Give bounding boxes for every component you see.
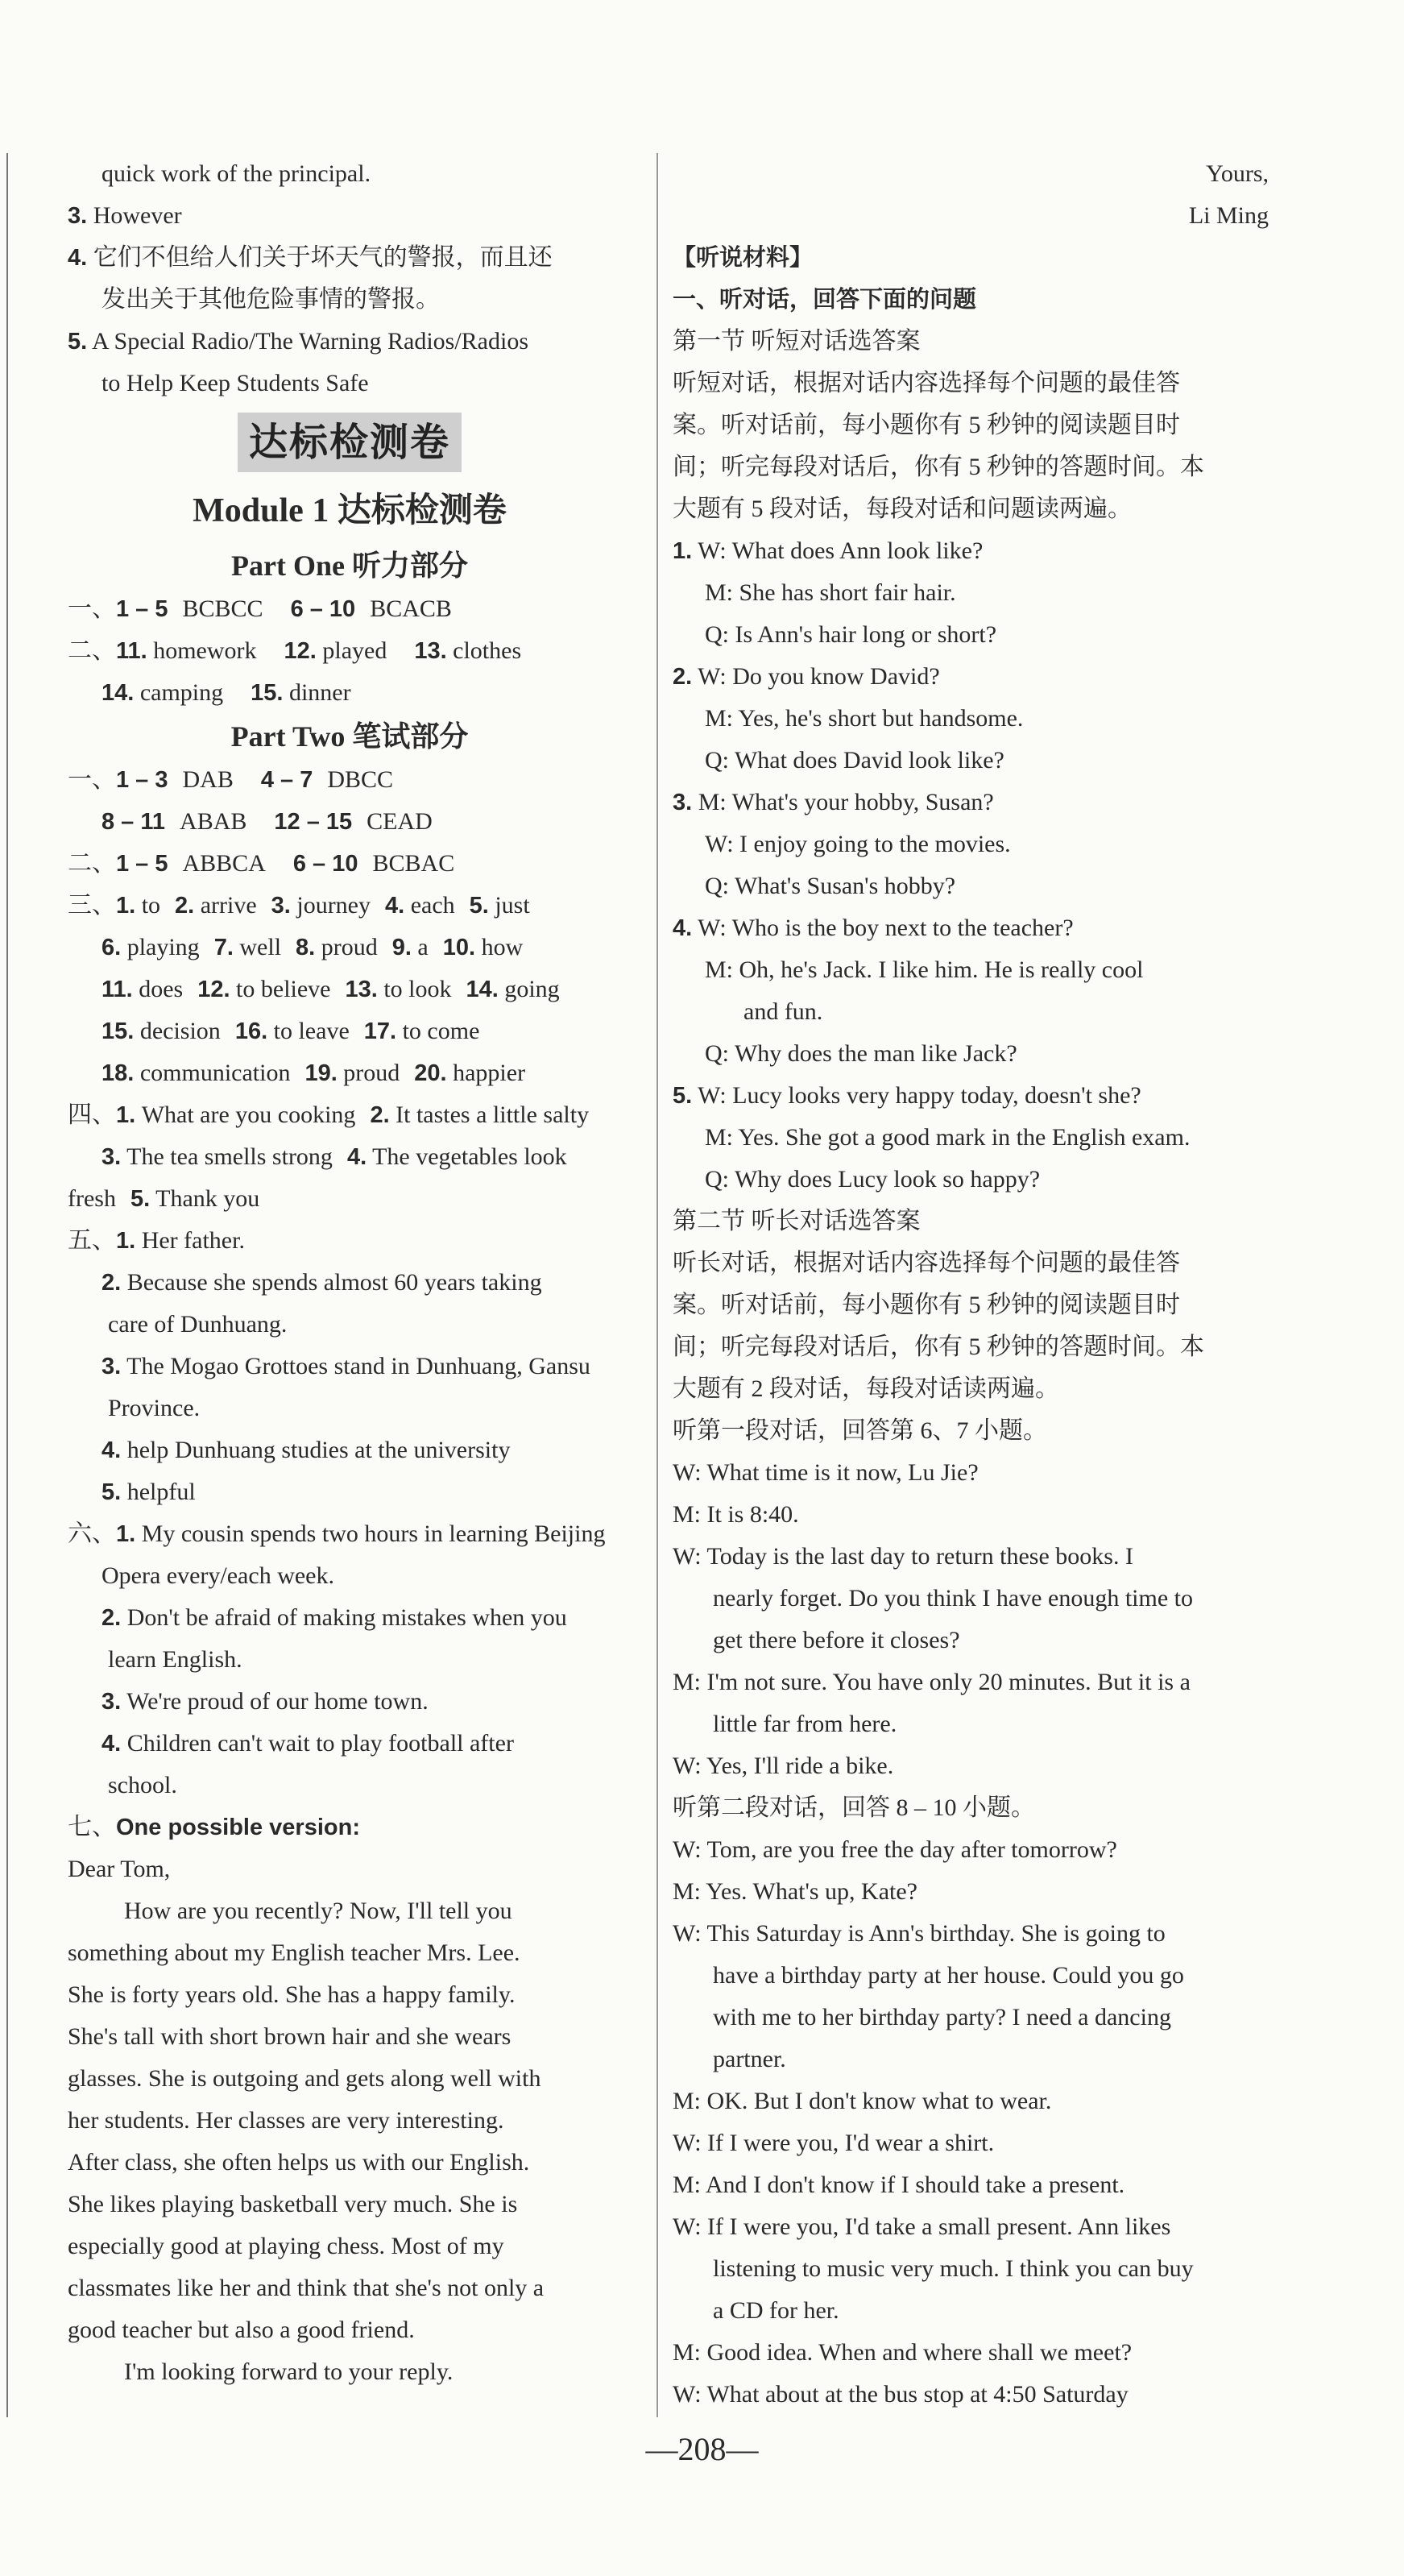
dialog-line: M: Oh, he's Jack. I like him. He is really cool (705, 956, 1144, 983)
answer-text: 它们不但给人们关于坏天气的警报，而且还 (93, 244, 553, 271)
answer-text: Because she spends almost 60 years taking (126, 1269, 542, 1296)
banner-wrap (68, 413, 632, 472)
dialog-line: W: Today is the last day to return these books. I (673, 1543, 1133, 1570)
item-number: 4. (101, 1731, 122, 1757)
item-number: 12. (284, 638, 317, 664)
answer-text-cont: school. (108, 1772, 177, 1798)
answer-row (68, 969, 632, 1010)
conversation-title: 听第二段对话，回答 8 – 10 小题。 (673, 1794, 1035, 1821)
item-number: 2. (101, 1605, 122, 1631)
answer-text: My cousin spends two hours in learning Beijing (141, 1520, 606, 1547)
part-two-title: Part Two 笔试部分 (230, 720, 469, 753)
letter-signature: Li Ming (1188, 202, 1269, 229)
answer-row (68, 1346, 632, 1388)
answer-text: helpful (126, 1479, 196, 1505)
answer-row (68, 759, 632, 801)
letter-line: her students. Her classes are very interesting. (68, 2107, 504, 2134)
item-number: 3. (271, 893, 291, 919)
answer-text: proud (343, 1060, 400, 1086)
section-label: 一、 (68, 595, 116, 622)
dialog-text: M: What's your hobby, Susan? (698, 789, 994, 815)
answer-text: The tea smells strong (126, 1143, 333, 1170)
item-number: 2. (370, 1102, 390, 1128)
dialog-line: W: Yes, I'll ride a bike. (673, 1753, 894, 1779)
answer-text: We're proud of our home town. (126, 1688, 429, 1715)
dialog-line: and fun. (743, 998, 823, 1025)
dialog-line: get there before it closes? (713, 1627, 960, 1653)
item-number: 14. (466, 977, 499, 1002)
module-title: Module 1 达标检测卷 (193, 492, 507, 529)
item-number: 5. (130, 1186, 151, 1212)
answer-text: well (239, 934, 282, 960)
item-number: 6. (101, 935, 122, 960)
dialog-line: W: If I were you, I'd wear a shirt. (673, 2130, 995, 2156)
answer-text: BCBAC (372, 850, 455, 877)
dialog-line: Q: Why does the man like Jack? (705, 1040, 1017, 1067)
letter-line: She is forty years old. She has a happy family. (68, 1981, 516, 2008)
answer-text: to leave (273, 1018, 350, 1044)
instruction-line: 案。听对话前，每小题你有 5 秒钟的阅读题目时 (673, 412, 1180, 438)
answer-text: does (139, 976, 184, 1002)
answer-text: Her father. (141, 1227, 245, 1254)
letter-line: How are you recently? Now, I'll tell you (124, 1898, 512, 1924)
item-number: 19. (304, 1060, 338, 1086)
dialog-line: listening to music very much. I think you can buy (713, 2255, 1194, 2282)
answer-text-cont: to Help Keep Students Safe (101, 370, 369, 396)
section-label: 四、 (68, 1101, 116, 1128)
answer-text: A Special Radio/The Warning Radios/Radios (92, 328, 529, 355)
answer-text: to come (402, 1018, 480, 1044)
dialog-line: nearly forget. Do you think I have enough time to (713, 1585, 1193, 1612)
dialog-line (673, 907, 1293, 949)
answer-row (68, 1262, 632, 1304)
answer-row (68, 1681, 632, 1723)
answer-row (68, 588, 632, 630)
item-number: 5. (673, 1083, 693, 1109)
dialog-line: partner. (713, 2046, 786, 2072)
item-number: 1. (116, 1102, 136, 1128)
answer-text: to look (383, 976, 452, 1002)
answer-text: The Mogao Grottoes stand in Dunhuang, Gansu (126, 1353, 590, 1379)
item-number: 17. (363, 1018, 397, 1044)
item-number: 5. (68, 329, 88, 355)
item-number: 3. (101, 1354, 122, 1379)
answer-text: how (481, 934, 524, 960)
item-number: 1. (116, 1228, 136, 1254)
answer-text: fresh (68, 1185, 116, 1212)
item-number: 13. (414, 638, 447, 664)
section-label: 二、 (68, 637, 116, 664)
dialog-line: M: Yes. What's up, Kate? (673, 1878, 917, 1905)
answer-row (68, 1513, 632, 1555)
item-number: 1. (116, 893, 136, 919)
dialog-line: Q: What does David look like? (705, 747, 1004, 774)
section-label: 三、 (68, 892, 116, 919)
item-range: 1 – 5 (116, 596, 168, 622)
answer-text: It tastes a little salty (396, 1101, 590, 1128)
item-number: 3. (673, 790, 693, 815)
instruction-line: 大题有 5 段对话，每段对话和问题读两遍。 (673, 496, 1132, 522)
answer-row (68, 927, 632, 969)
section-label: 一、 (68, 766, 116, 793)
dialog-line: W: Tom, are you free the day after tomorrow? (673, 1836, 1117, 1863)
answer-row (68, 885, 632, 927)
answer-row (68, 843, 632, 885)
item-number: 5. (469, 893, 489, 919)
item-range: 4 – 7 (260, 767, 313, 793)
answer-text: proud (321, 934, 378, 960)
answer-row (68, 1429, 632, 1471)
answer-text: playing (126, 934, 200, 960)
item-number: 4. (101, 1437, 122, 1463)
dialog-text: W: What does Ann look like? (698, 537, 984, 564)
dialog-line: M: I'm not sure. You have only 20 minutes. But it is a (673, 1669, 1191, 1695)
dialog-text: W: Lucy looks very happy today, doesn't she? (698, 1082, 1141, 1109)
answer-text: decision (139, 1018, 221, 1044)
answer-row (68, 1723, 632, 1765)
answer-text: camping (139, 679, 224, 706)
item-number: 1. (116, 1521, 136, 1547)
left-column (68, 153, 632, 2393)
answer-text: going (504, 976, 560, 1002)
conversation-title: 听第一段对话，回答第 6、7 小题。 (673, 1417, 1047, 1444)
item-number: 4. (68, 245, 88, 271)
item-number: 2. (175, 893, 195, 919)
letter-line: especially good at playing chess. Most of my (68, 2233, 504, 2259)
item-number: 12. (197, 977, 230, 1002)
section-label: 五、 (68, 1227, 116, 1254)
item-number: 15. (101, 1018, 135, 1044)
section-label: 七、 (68, 1814, 116, 1840)
answer-text-cont: Opera every/each week. (101, 1562, 334, 1589)
dialog-line (673, 1075, 1293, 1117)
answer-text: help Dunhuang studies at the university (126, 1437, 511, 1463)
item-number: 11. (101, 977, 133, 1002)
item-number: 20. (414, 1060, 447, 1086)
dialog-line (673, 530, 1293, 572)
section-title: 一、听对话，回答下面的问题 (673, 287, 977, 313)
dialog-text: W: Do you know David? (698, 663, 940, 690)
text-line: quick work of the principal. (101, 160, 371, 187)
item-number: 3. (101, 1144, 122, 1170)
dialog-line: M: OK. But I don't know what to wear. (673, 2088, 1052, 2114)
answer-row (68, 1220, 632, 1262)
answer-row (68, 672, 632, 714)
left-margin-rule (6, 153, 8, 2417)
letter-line: After class, she often helps us with our English. (68, 2149, 530, 2176)
answer-text: each (410, 892, 455, 919)
answer-text-cont: Province. (108, 1395, 201, 1421)
answer-text-cont: learn English. (108, 1646, 242, 1673)
dialog-line: M: She has short fair hair. (705, 579, 956, 606)
dialog-line: Q: What's Susan's hobby? (705, 873, 956, 899)
letter-line: She likes playing basketball very much. She is (68, 2191, 518, 2217)
item-number: 4. (346, 1144, 367, 1170)
dialog-line: Q: Is Ann's hair long or short? (705, 621, 997, 648)
part-title: 第二节 听长对话选答案 (673, 1208, 921, 1234)
answer-row (68, 1178, 632, 1220)
item-number: 10. (442, 935, 476, 960)
dialog-line: W: What time is it now, Lu Jie? (673, 1459, 979, 1486)
item-range: 1 – 3 (116, 767, 168, 793)
answer-text: just (495, 892, 530, 919)
answer-text: The vegetables look (372, 1143, 567, 1170)
answer-text: played (322, 637, 387, 664)
instruction-line: 听短对话，根据对话内容选择每个问题的最佳答 (673, 370, 1180, 396)
item-range: 12 – 15 (274, 809, 353, 835)
answer-text: journey (296, 892, 371, 919)
answer-text: ABAB (180, 808, 247, 835)
answer-row (68, 1094, 632, 1136)
answer-text: to (141, 892, 161, 919)
item-number: 11. (116, 638, 147, 664)
dialog-line: Q: Why does Lucy look so happy? (705, 1166, 1041, 1193)
answer-text: BCBCC (182, 595, 263, 622)
answer-text: ABBCA (182, 850, 266, 877)
answer-item (68, 321, 632, 363)
part-one-title: Part One 听力部分 (231, 550, 468, 582)
answer-text: What are you cooking (141, 1101, 356, 1128)
letter-line: She's tall with short brown hair and she wears (68, 2023, 511, 2050)
dialog-line: W: I enjoy going to the movies. (705, 831, 1011, 857)
section-label: 【听说材料】 (673, 245, 814, 271)
column-divider (656, 153, 658, 2417)
instruction-line: 案。听对话前，每小题你有 5 秒钟的阅读题目时 (673, 1292, 1180, 1318)
letter-line: classmates like her and think that she's not only a (68, 2275, 545, 2301)
letter-line: I'm looking forward to your reply. (124, 2358, 454, 2385)
dialog-line: M: Yes, he's short but handsome. (705, 705, 1024, 732)
section-label: 六、 (68, 1520, 116, 1547)
item-number: 4. (673, 915, 693, 941)
item-number: 8. (296, 935, 316, 960)
section-label: 二、 (68, 850, 116, 877)
dialog-line: W: What about at the bus stop at 4:50 Saturday (673, 2381, 1129, 2408)
item-range: 6 – 10 (292, 851, 358, 877)
item-number: 18. (101, 1060, 135, 1086)
dialog-line: little far from here. (713, 1711, 897, 1737)
item-number: 14. (101, 680, 135, 706)
item-number: 15. (251, 680, 284, 706)
item-number: 4. (385, 893, 405, 919)
answer-text: happier (453, 1060, 526, 1086)
section-banner: 达标检测卷 (238, 413, 462, 472)
answer-text: Don't be afraid of making mistakes when you (126, 1604, 567, 1631)
answer-item (68, 195, 632, 237)
answer-row (68, 801, 632, 843)
letter-line: glasses. She is outgoing and gets along well with (68, 2065, 541, 2092)
instruction-line: 间；听完每段对话后，你有 5 秒钟的答题时间。本 (673, 1334, 1204, 1360)
instruction-line: 听长对话，根据对话内容选择每个问题的最佳答 (673, 1250, 1180, 1276)
answer-row (68, 1010, 632, 1052)
answer-row (68, 1136, 632, 1178)
item-number: 2. (101, 1270, 122, 1296)
answer-row (68, 1471, 632, 1513)
item-number: 16. (234, 1018, 268, 1044)
dialog-text: W: Who is the boy next to the teacher? (698, 915, 1074, 941)
item-range: 1 – 5 (116, 851, 168, 877)
item-number: 9. (391, 935, 412, 960)
answer-text: Thank you (155, 1185, 260, 1212)
answer-row (68, 1807, 632, 1848)
answer-text: BCACB (370, 595, 452, 622)
answer-text: homework (153, 637, 257, 664)
answer-text: a (417, 934, 429, 960)
page-number: —208— (645, 2431, 759, 2467)
answer-text: Children can't wait to play football after (126, 1730, 514, 1757)
dialog-line (673, 656, 1293, 698)
answer-item (68, 237, 632, 279)
answer-text: DAB (182, 766, 234, 793)
dialog-line: W: This Saturday is Ann's birthday. She is going to (673, 1920, 1166, 1947)
item-number: 3. (101, 1689, 122, 1715)
instruction-line: 大题有 2 段对话，每段对话读两遍。 (673, 1375, 1059, 1402)
dialog-line: have a birthday party at her house. Could you go (713, 1962, 1184, 1989)
answer-row (68, 1052, 632, 1094)
item-number: 3. (68, 203, 88, 229)
item-number: 7. (213, 935, 234, 960)
answer-text-cont: 发出关于其他危险事情的警报。 (101, 286, 440, 313)
letter-line: something about my English teacher Mrs. Lee. (68, 1939, 520, 1966)
answer-text-cont: care of Dunhuang. (108, 1311, 288, 1338)
item-number: 2. (673, 664, 693, 690)
letter-line: good teacher but also a good friend. (68, 2317, 415, 2343)
answer-row (68, 1597, 632, 1639)
dialog-line: M: And I don't know if I should take a present. (673, 2172, 1125, 2198)
dialog-line: with me to her birthday party? I need a dancing (713, 2004, 1171, 2031)
item-range: 6 – 10 (290, 596, 356, 622)
dialog-line (673, 782, 1293, 823)
answer-text: dinner (288, 679, 351, 706)
letter-greeting: Dear Tom, (68, 1856, 171, 1882)
part-title: 第一节 听短对话选答案 (673, 328, 921, 355)
answer-text: However (93, 202, 182, 229)
dialog-line: a CD for her. (713, 2297, 839, 2324)
right-column (673, 153, 1293, 2416)
instruction-line: 间；听完每段对话后，你有 5 秒钟的答题时间。本 (673, 454, 1204, 480)
answer-row (68, 630, 632, 672)
answer-text: to believe (236, 976, 331, 1002)
version-title: One possible version: (116, 1815, 360, 1840)
item-number: 13. (345, 977, 378, 1002)
item-range: 8 – 11 (101, 809, 166, 835)
letter-closing: Yours, (1206, 160, 1269, 187)
item-number: 5. (101, 1479, 122, 1505)
dialog-line: M: Yes. She got a good mark in the English exam. (705, 1124, 1191, 1151)
answer-text: communication (139, 1060, 291, 1086)
dialog-line: M: It is 8:40. (673, 1501, 799, 1528)
answer-text: CEAD (367, 808, 433, 835)
dialog-line: M: Good idea. When and where shall we meet? (673, 2339, 1133, 2366)
item-number: 1. (673, 538, 693, 564)
dialog-line: W: If I were you, I'd take a small present. Ann likes (673, 2213, 1171, 2240)
answer-text: arrive (200, 892, 257, 919)
answer-text: DBCC (327, 766, 394, 793)
answer-text: clothes (453, 637, 522, 664)
